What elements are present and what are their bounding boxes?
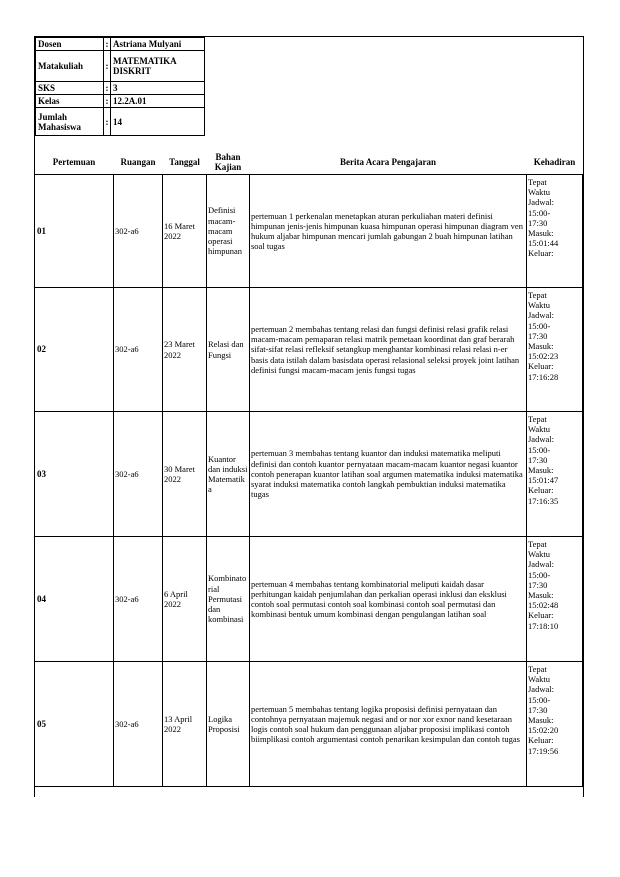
kehadiran-line: Jadwal: xyxy=(528,310,554,321)
bahan-kajian-cell: Kombinatorial Permutasi dan kombinasi xyxy=(207,537,250,662)
kehadiran-line: Keluar: xyxy=(528,248,554,259)
kehadiran-line: Waktu xyxy=(528,187,550,198)
kehadiran-line: 15:02:48 xyxy=(528,600,559,611)
kehadiran-line: Masuk: xyxy=(528,228,554,239)
info-value-jumlah: 14 xyxy=(111,108,205,136)
table-body xyxy=(35,175,583,787)
kehadiran-line: Jadwal: xyxy=(528,197,554,208)
table-header-row xyxy=(35,150,583,175)
kehadiran-line: Waktu xyxy=(528,300,550,311)
tanggal-cell: 30 Maret 2022 xyxy=(163,412,207,537)
ruangan-cell: 302-a6 xyxy=(114,662,163,787)
berita-acara-cell: pertemuan 2 membahas tentang relasi dan fungsi definisi relasi grafik relasi macam-macam pemaparan relasi matrik pemetaan koordinat dan graf berarah sifat-sifat relasi refleksif setangkup menghantar kombinasi relasi relasi n-er basis data istilah dalam basisdata operasi relasional seleksi proyek joint latihan definisi fungsi macam-macam jenis fungsi tugas xyxy=(250,288,527,412)
kehadiran-line: 17:30 xyxy=(528,330,548,341)
tanggal-cell: 6 April 2022 xyxy=(163,537,207,662)
bahan-kajian-cell: Definisi macam-macam operasi himpunan xyxy=(207,175,250,288)
kehadiran-line: Waktu xyxy=(528,674,550,685)
kehadiran-line: 15:00- xyxy=(528,444,551,455)
kehadiran-line: Jadwal: xyxy=(528,434,554,445)
info-label: Jumlah Mahasiswa xyxy=(36,108,104,136)
info-value-sks: 3 xyxy=(111,82,205,95)
course-info-table xyxy=(35,37,205,136)
kehadiran-cell xyxy=(527,662,583,787)
info-row-matakuliah xyxy=(36,51,205,82)
kehadiran-line: 17:30 xyxy=(528,454,548,465)
kehadiran-line: Keluar: xyxy=(528,485,554,496)
info-colon: : xyxy=(105,96,109,106)
kehadiran-line: 15:01:44 xyxy=(528,238,559,249)
berita-acara-cell: pertemuan 4 membahas tentang kombinatorial meliputi kaidah dasar perhitungan kaidah penjumlahan dan perkalian operasi inklusi dan eksklusi contoh soal permutasi contoh soal kombinasi contoh soal permutasi dan kombinasi bentuk umum kombinasi dengan pengulangan latihan soal xyxy=(250,537,527,662)
kehadiran-cell xyxy=(527,537,583,662)
kehadiran-line: 15:02:20 xyxy=(528,725,559,736)
kehadiran-cell xyxy=(527,288,583,412)
tanggal-cell: 23 Maret 2022 xyxy=(163,288,207,412)
bahan-kajian-cell: Logika Proposisi xyxy=(207,662,250,787)
kehadiran-line: 15:01:47 xyxy=(528,475,559,486)
header-ruangan: Ruangan xyxy=(120,157,156,167)
kehadiran-cell xyxy=(527,412,583,537)
kehadiran-line: 17:30 xyxy=(528,217,548,228)
tanggal-cell: 13 April 2022 xyxy=(163,662,207,787)
kehadiran-line: 17:30 xyxy=(528,704,548,715)
table-row xyxy=(35,537,583,662)
table-row xyxy=(35,662,583,787)
info-colon: : xyxy=(104,51,111,82)
kehadiran-line: Keluar: xyxy=(528,735,554,746)
table-row xyxy=(35,175,583,288)
info-colon: : xyxy=(105,39,109,49)
kehadiran-line: Masuk: xyxy=(528,715,554,726)
kehadiran-line: Masuk: xyxy=(528,341,554,352)
header-tanggal: Tanggal xyxy=(169,157,200,167)
header-bahan-kajian: Bahan Kajian xyxy=(214,152,242,172)
table-row xyxy=(35,288,583,412)
info-label: Matakuliah xyxy=(36,51,104,82)
info-row-dosen xyxy=(36,38,205,51)
table-row xyxy=(35,412,583,537)
kehadiran-line: 17:30 xyxy=(528,579,548,590)
tanggal-cell: 16 Maret 2022 xyxy=(163,175,207,288)
kehadiran-line: 15:00- xyxy=(528,694,551,705)
kehadiran-line: Tepat xyxy=(528,177,547,187)
pertemuan-cell: 05 xyxy=(35,662,114,787)
kehadiran-line: Keluar: xyxy=(528,610,554,621)
header-berita-acara: Berita Acara Pengajaran xyxy=(340,157,436,167)
info-colon: : xyxy=(104,108,111,136)
kehadiran-line: Tepat xyxy=(528,664,547,674)
ruangan-cell: 302-a6 xyxy=(114,537,163,662)
kehadiran-line: 17:16:28 xyxy=(528,371,559,382)
kehadiran-line: 17:19:56 xyxy=(528,745,559,756)
attendance-table xyxy=(34,150,583,787)
kehadiran-line: 15:00- xyxy=(528,207,551,218)
kehadiran-line: 15:00- xyxy=(528,320,551,331)
ruangan-cell: 302-a6 xyxy=(114,175,163,288)
kehadiran-line: 15:00- xyxy=(528,569,551,580)
info-colon: : xyxy=(105,83,109,93)
kehadiran-line: Tepat xyxy=(528,539,547,549)
kehadiran-line: 17:18:10 xyxy=(528,620,559,631)
kehadiran-line: Jadwal: xyxy=(528,684,554,695)
ruangan-cell: 302-a6 xyxy=(114,412,163,537)
kehadiran-cell xyxy=(527,175,583,288)
berita-acara-cell: pertemuan 1 perkenalan menetapkan aturan perkuliahan materi definisi himpunan jenis-jenis himpunan kuasa himpunan operasi himpunan diagram ven hukum aljabar himpunan mencari jumlah gabungan 2 buah himpunan latihan soal tugas xyxy=(250,175,527,288)
info-value-dosen: Astriana Mulyani xyxy=(111,38,205,51)
kehadiran-line: Waktu xyxy=(528,424,550,435)
kehadiran-line: Tepat xyxy=(528,414,547,424)
kehadiran-line: 17:16:35 xyxy=(528,495,559,506)
pertemuan-cell: 04 xyxy=(35,537,114,662)
berita-acara-cell: pertemuan 5 membahas tentang logika proposisi definisi pernyataan dan contohnya pernyataan majemuk negasi and or nor xor exnor nand kesetaraan logis contoh soal hukum dan penggunaan aljabar proposisi implikasi contoh biimplikasi contoh argumentasi contoh penarikan kesimpulan dan contoh tugas xyxy=(250,662,527,787)
ruangan-cell: 302-a6 xyxy=(114,288,163,412)
kehadiran-line: Tepat xyxy=(528,290,547,300)
kehadiran-line: Keluar: xyxy=(528,361,554,372)
kehadiran-line: Masuk: xyxy=(528,465,554,476)
kehadiran-line: Jadwal: xyxy=(528,559,554,570)
pertemuan-cell: 03 xyxy=(35,412,114,537)
info-label: SKS xyxy=(36,82,104,95)
pertemuan-cell: 02 xyxy=(35,288,114,412)
bahan-kajian-cell: Relasi dan Fungsi xyxy=(207,288,250,412)
kehadiran-line: Masuk: xyxy=(528,590,554,601)
kehadiran-line: 15:02:23 xyxy=(528,351,559,362)
bahan-kajian-cell: Kuantor dan induksi Matematika xyxy=(207,412,250,537)
info-value-matakuliah: MATEMATIKA DISKRIT xyxy=(111,51,205,82)
info-row-kelas xyxy=(36,95,205,108)
kehadiran-line: Waktu xyxy=(528,549,550,560)
info-row-jumlah xyxy=(36,108,205,136)
info-label: Kelas xyxy=(36,95,104,108)
header-kehadiran: Kehadiran xyxy=(533,157,576,167)
info-value-kelas: 12.2A.01 xyxy=(111,95,205,108)
header-pertemuan: Pertemuan xyxy=(52,157,96,167)
pertemuan-cell: 01 xyxy=(35,175,114,288)
info-label: Dosen xyxy=(36,38,104,51)
berita-acara-cell: pertemuan 3 membahas tentang kuantor dan induksi matematika meliputi definisi dan contoh kuantor pernyataan macam-macam kuantor negasi kuantor contoh penerapan kuantor latihan soal argumen matematika induksi matematika syarat induksi matematika contoh langkah pembuktian induksi matematika tugas xyxy=(250,412,527,537)
info-row-sks xyxy=(36,82,205,95)
